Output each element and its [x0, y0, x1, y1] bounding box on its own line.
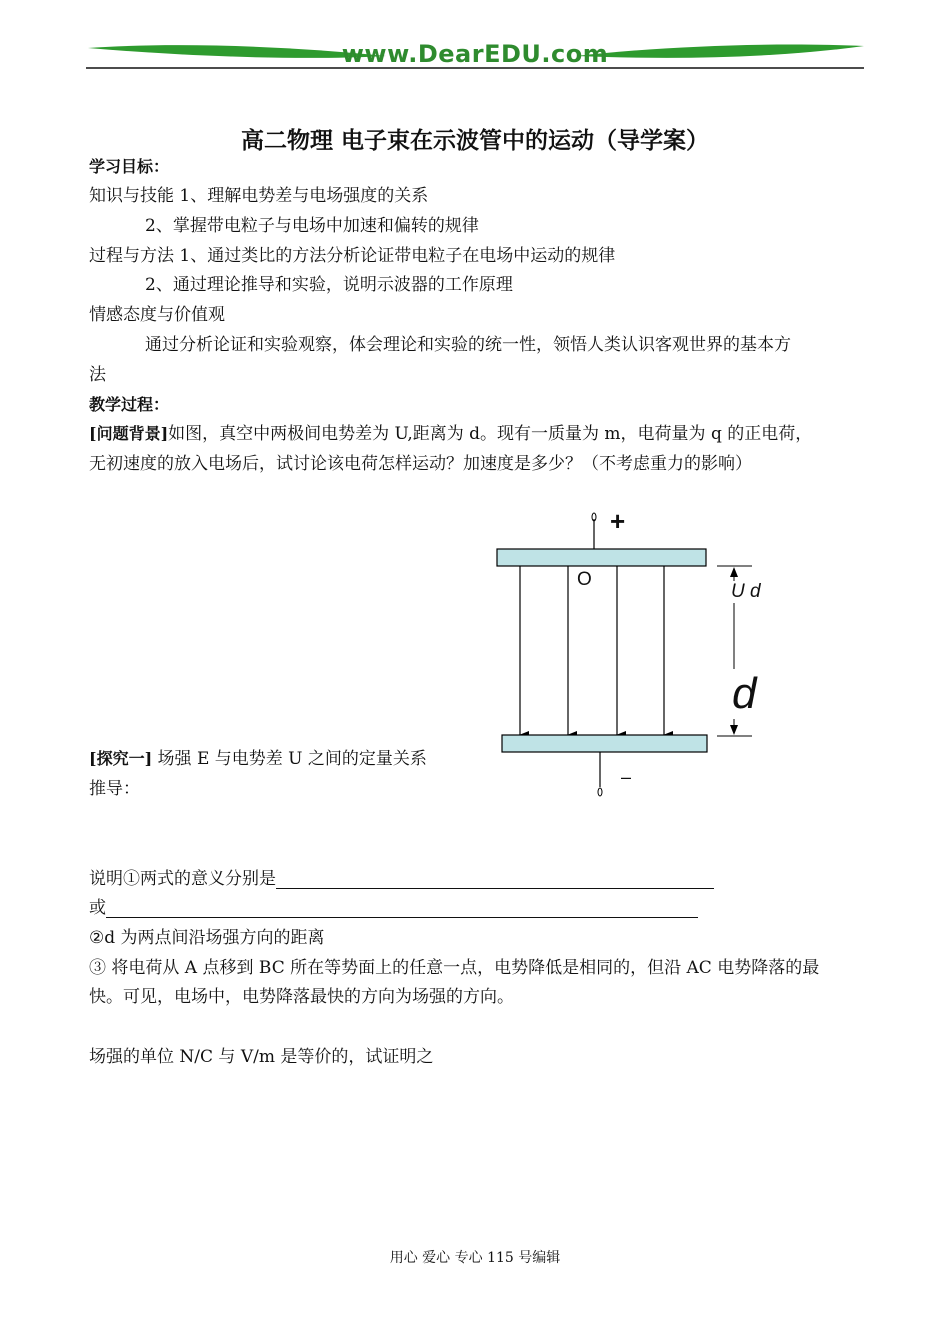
- note-3-line-1: ③ 将电荷从 A 点移到 BC 所在等势面上的任意一点，电势降低是相同的，但沿 AC 电势降落的最: [89, 958, 820, 978]
- explore-line: [89, 749, 427, 769]
- note-2: ②d 为两点间沿场强方向的距离: [89, 928, 325, 948]
- unit-question: 场强的单位 N/C 与 V/m 是等价的，试证明之: [89, 1047, 434, 1067]
- objectives-heading: 学习目标：: [89, 157, 170, 176]
- dim-arrow-down: [730, 725, 738, 735]
- explore-label: [探究一]: [89, 749, 153, 768]
- note-3-line-2: 快。可见，电场中，电势降落最快的方向为场强的方向。: [89, 987, 514, 1007]
- explore-text: 场强 E 与电势差 U 之间的定量关系: [152, 749, 427, 769]
- bottom-terminal: [598, 788, 602, 796]
- d-label: d: [732, 669, 757, 718]
- minus-label: –: [621, 767, 632, 787]
- objective-line-1: 知识与技能 1、理解电势差与电场强度的关系: [89, 186, 429, 206]
- origin-label: O: [577, 569, 592, 590]
- objective-line-7: 法: [89, 365, 106, 385]
- capacitor-diagram: [490, 505, 780, 805]
- objective-line-6: 通过分析论证和实验观察，体会理论和实验的统一性，领悟人类认识客观世界的基本方: [145, 335, 791, 355]
- dim-arrow-up: [730, 567, 738, 577]
- derive-label: 推导：: [89, 779, 140, 799]
- capacitor-drawing: [490, 505, 780, 805]
- objective-line-5: 情感态度与价值观: [89, 305, 225, 325]
- plus-label: +: [610, 506, 626, 536]
- objective-line-4: 2、通过理论推导和实验，说明示波器的工作原理: [145, 275, 513, 295]
- note-1-or-line: [89, 898, 698, 918]
- top-plate: [497, 549, 706, 566]
- note-1-or-blank[interactable]: [106, 899, 698, 918]
- note-1-prefix: 说明①两式的意义分别是: [89, 869, 276, 889]
- process-heading: 教学过程：: [89, 395, 170, 414]
- background-line-1: [89, 424, 812, 444]
- page-title: 高二物理 电子束在示波管中的运动（导学案）: [240, 128, 709, 154]
- note-1: [89, 869, 714, 889]
- bottom-plate: [502, 735, 707, 752]
- objective-line-3: 过程与方法 1、通过类比的方法分析论证带电粒子在电场中运动的规律: [89, 246, 616, 266]
- objective-line-2: 2、掌握带电粒子与电场中加速和偏转的规律: [145, 216, 479, 236]
- page-footer: 用心 爱心 专心 115 号编辑: [389, 1250, 561, 1266]
- background-label: [问题背景]: [89, 424, 169, 443]
- note-1-blank[interactable]: [276, 870, 714, 889]
- background-text-1: 如图，真空中两极间电势差为 U,距离为 d。现有一质量为 m，电荷量为 q 的正电荷，: [168, 424, 813, 444]
- note-1-or: 或: [89, 898, 106, 918]
- site-logo-text: www.DearEDU.com: [341, 40, 609, 68]
- background-line-2: 无初速度的放入电场后，试讨论该电荷怎样运动？加速度是多少？（不考虑重力的影响）: [89, 454, 752, 474]
- ud-label: U d: [731, 581, 761, 602]
